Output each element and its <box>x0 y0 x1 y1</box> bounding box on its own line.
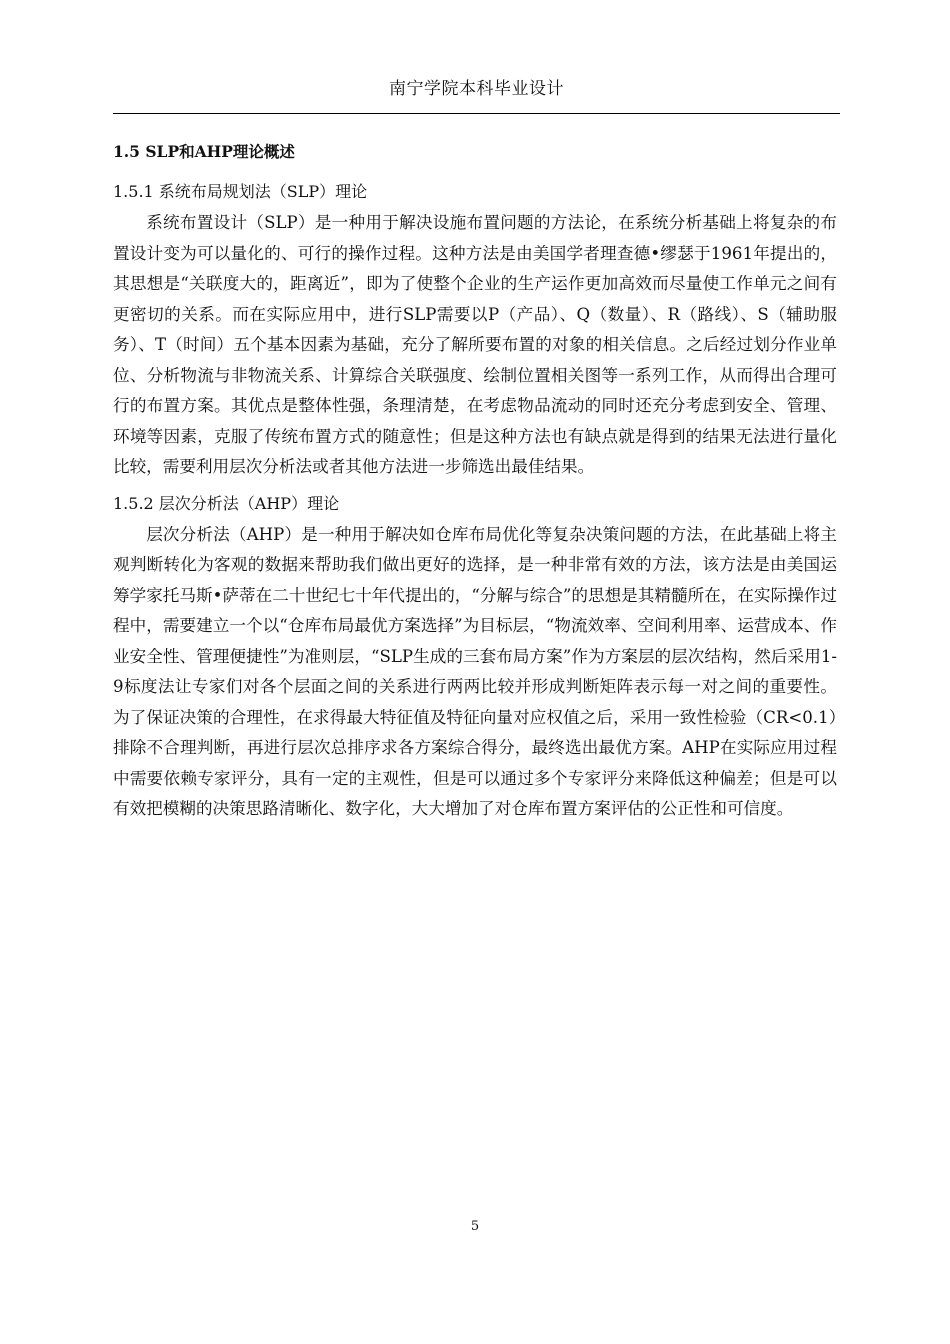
subsection-heading-slp: 1.5.1 系统布局规划法（SLP）理论 <box>113 182 368 201</box>
subsection-heading-ahp: 1.5.2 层次分析法（AHP）理论 <box>113 493 340 513</box>
header-title: 南宁学院本科毕业设计 <box>389 79 564 99</box>
page-number: 5 <box>470 1219 480 1234</box>
page-header <box>113 60 840 114</box>
paragraph-slp: 系统布置设计（SLP）是一种用于解决设施布置问题的方法论，在系统分析基础上将复杂的布置设计变为可以量化的、可行的操作过程。这种方法是由美国学者理查德•缪瑟于1961年提出的，其思想是“关联度大的，距离近”，即为了使整个企业的生产运作更加高效而尽量使工作单元之间有更密切的关系。而在实际应用中，进行SLP需要以P（产品）、Q（数量）、R（路线）、S（辅助服务）、T（时间）五个基本因素为基础，充分了解所要布置的对象的相关信息。之后经过划分作业单位、分析物流与非物流关系、计算综合关联强度、绘制位置相关图等一系列工作，从而得出合理可行的布置方案。其优点是整体性强，条理清楚，在考虑物品流动的同时还充分考虑到安全、管理、环境等因素，克服了传统布置方式的随意性；但是这种方法也有缺点就是得到的结果无法进行量化比较，需要利用层次分析法或者其他方法进一步筛选出最佳结果。 <box>113 213 837 476</box>
section-heading: 1.5 SLP和AHP理论概述 <box>113 142 295 161</box>
document-body <box>113 138 837 831</box>
paragraph-ahp: 层次分析法（AHP）是一种用于解决如仓库布局优化等复杂决策问题的方法，在此基础上将主观判断转化为客观的数据来帮助我们做出更好的选择，是一种非常有效的方法，该方法是由美国运筹学家托马斯•萨蒂在二十世纪七十年代提出的，“分解与综合”的思想是其精髓所在，在实际操作过程中，需要建立一个以“仓库布局最优方案选择”为目标层，“物流效率、空间利用率、运营成本、作业安全性、管理便捷性”为准则层，“SLP生成的三套布局方案”作为方案层的层次结构，然后采用1-9标度法让专家们对各个层面之间的关系进行两两比较并形成判断矩阵表示每一对之间的重要性。为了保证决策的合理性，在求得最大特征值及特征向量对应权值之后，采用一致性检验（CR<0.1）排除不合理判断，再进行层次总排序求各方案综合得分，最终选出最优方案。AHP在实际应用过程中需要依赖专家评分，具有一定的主观性，但是可以通过多个专家评分来降低这种偏差；但是可以有效把模糊的决策思路清晰化、数字化，大大增加了对仓库布置方案评估的公正性和可信度。 <box>113 524 837 818</box>
